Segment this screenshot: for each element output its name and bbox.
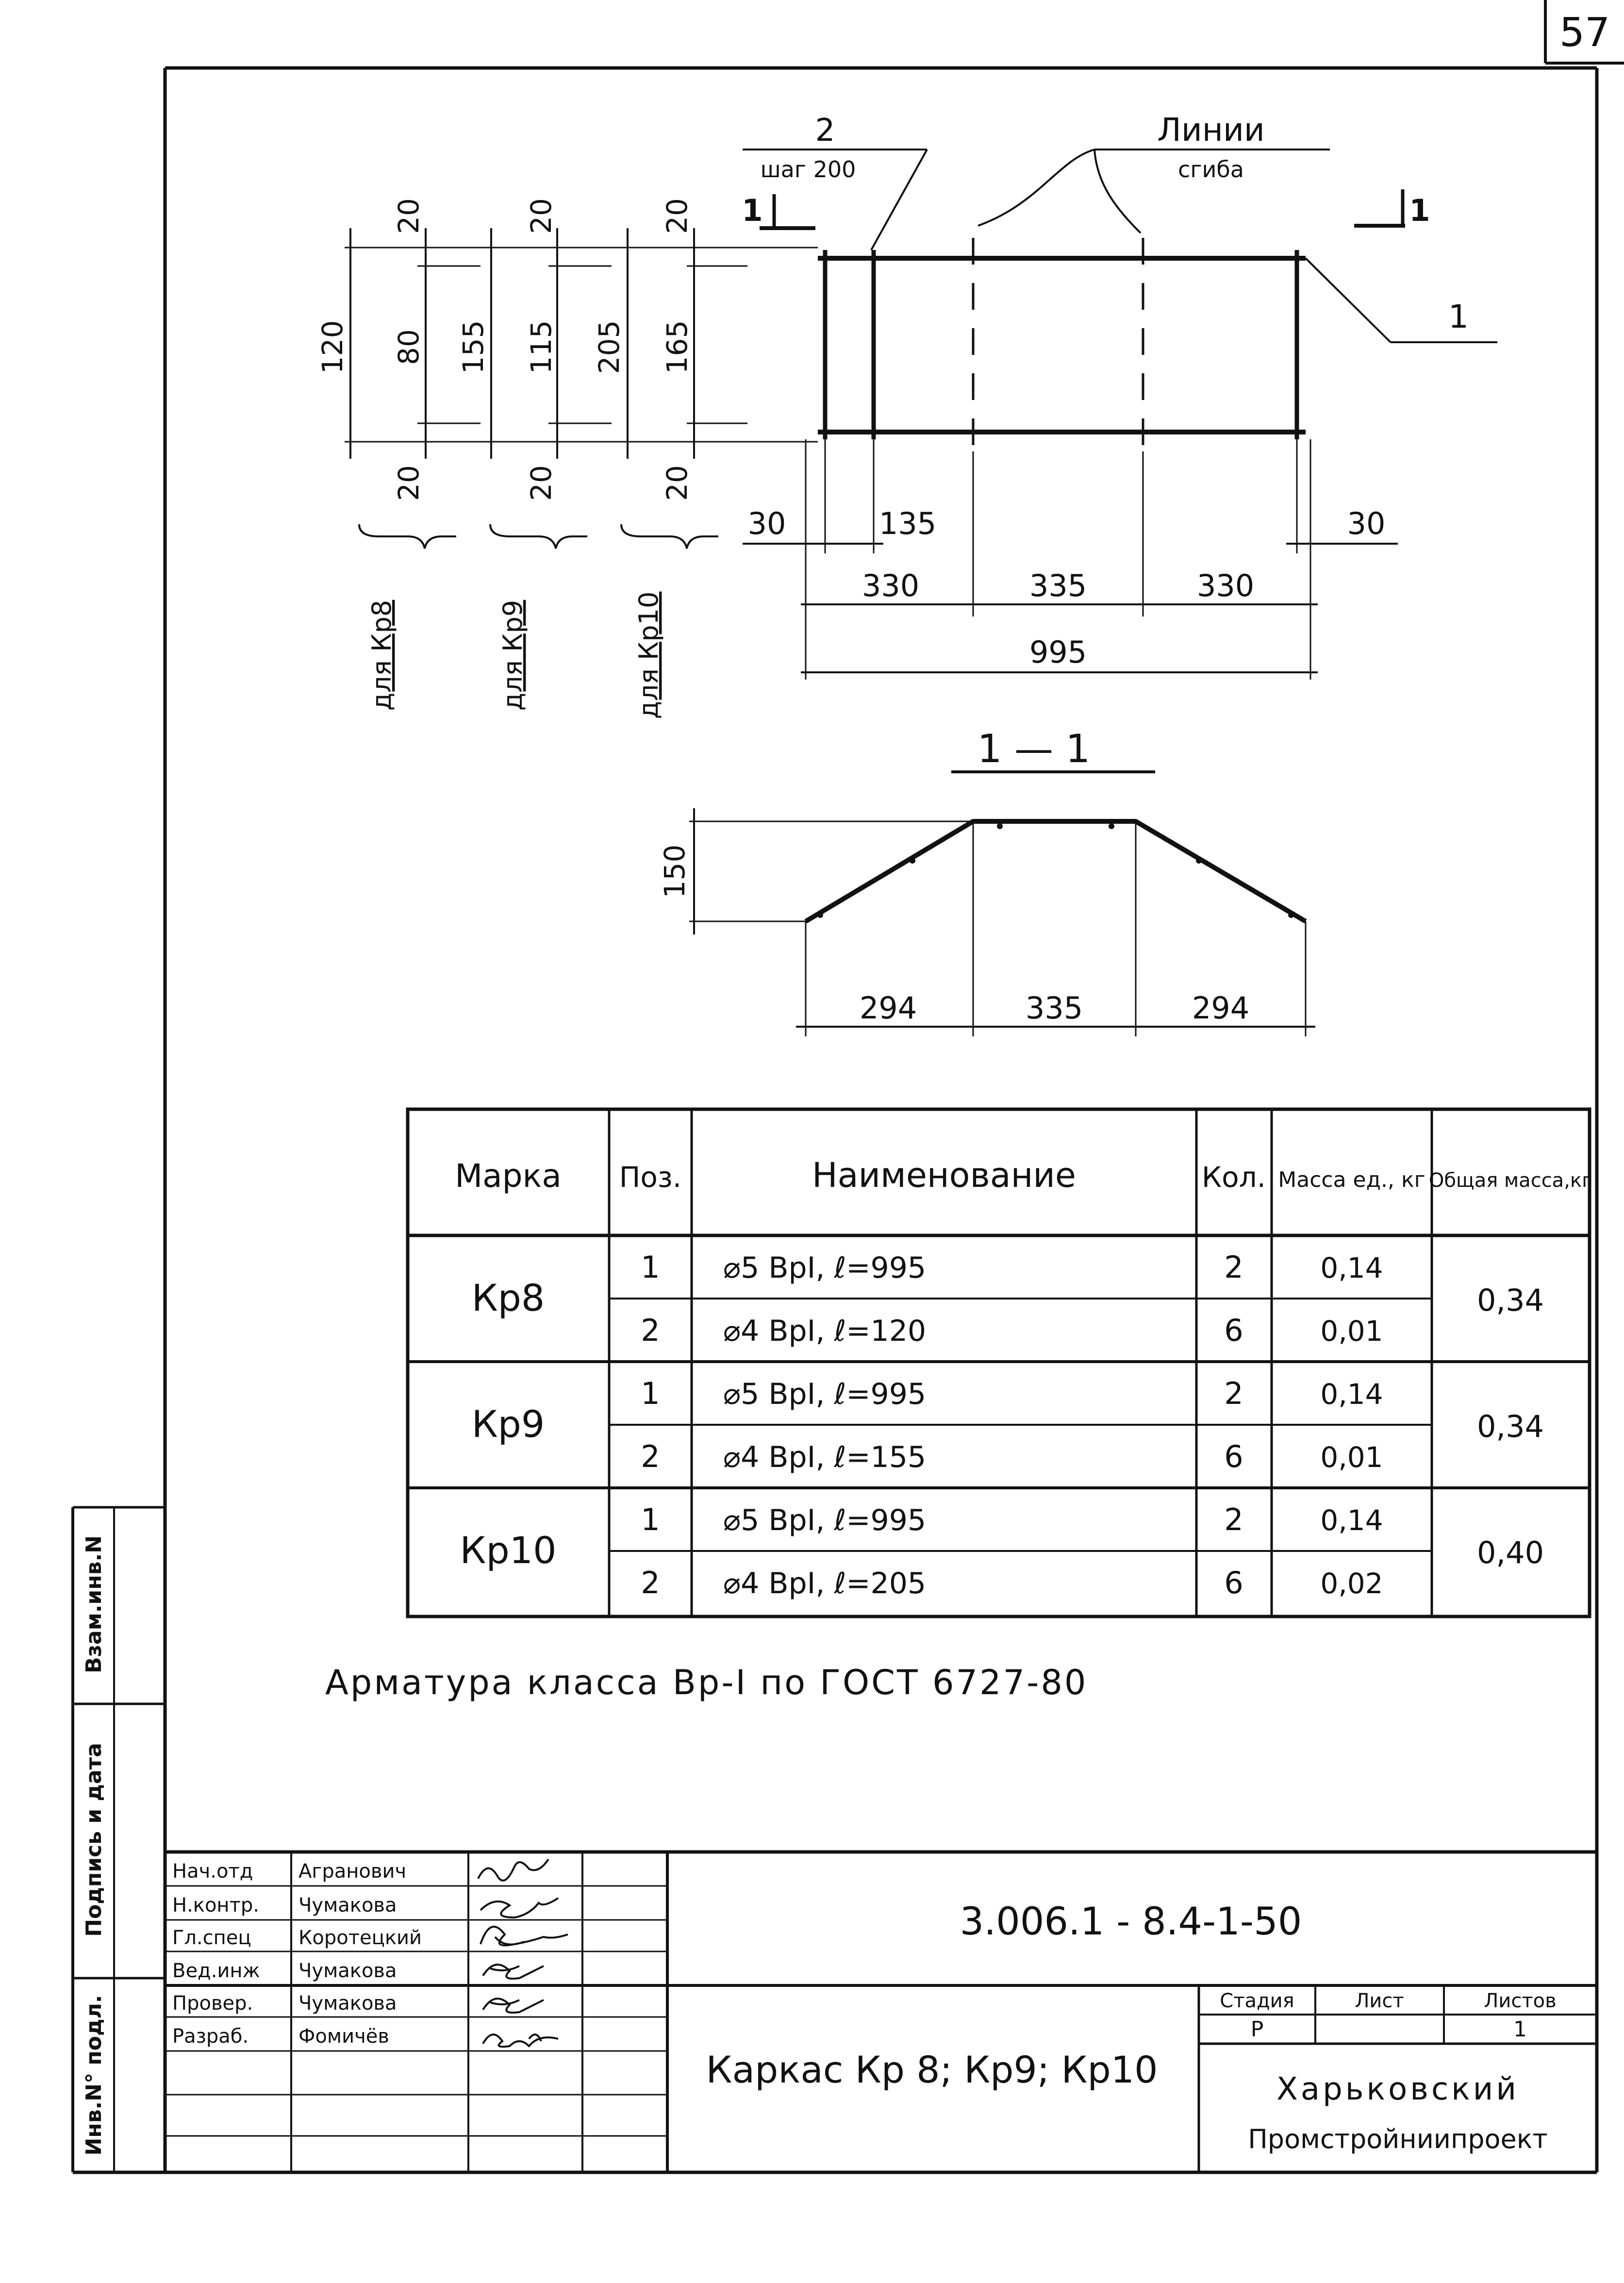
row-qty: 2	[1224, 1502, 1243, 1537]
tb-person: Чумакова	[298, 1894, 397, 1916]
note-kr10: для Кр10	[633, 591, 664, 719]
tb-role: Вед.инж	[172, 1960, 260, 1982]
tb-person: Агранович	[298, 1860, 407, 1883]
header-mark: Марка	[455, 1157, 562, 1195]
svg-text:1: 1	[1409, 193, 1430, 228]
row-name: ⌀4 ВрI, ℓ=155	[723, 1440, 927, 1474]
row-qty: 6	[1224, 1565, 1243, 1600]
row-name: ⌀4 ВрI, ℓ=120	[723, 1314, 927, 1348]
group-mark: Кр10	[460, 1529, 557, 1572]
dim-step: 135	[878, 506, 937, 541]
group-total-mass: 0,34	[1476, 1283, 1544, 1318]
row-mass: 0,01	[1320, 1441, 1383, 1474]
row-qty: 2	[1224, 1250, 1243, 1285]
sheet-header: Лист	[1355, 1990, 1404, 2012]
dim-kr9-overall: 155	[457, 320, 490, 374]
side-label-podpis: Подпись и дата	[82, 1743, 106, 1937]
svg-text:1: 1	[742, 193, 763, 228]
row-qty: 6	[1224, 1313, 1243, 1348]
dim-kr10-top: 20	[661, 198, 694, 234]
section-seg1: 294	[859, 990, 917, 1026]
row-mass: 0,14	[1320, 1251, 1383, 1284]
tb-role: Гл.спец	[172, 1927, 251, 1949]
section-mark-left	[742, 193, 815, 228]
header-unit-mass: Масса ед., кг	[1278, 1167, 1425, 1192]
row-mass: 0,14	[1320, 1378, 1383, 1411]
section-seg3: 294	[1192, 990, 1250, 1026]
organization-line1: Харьковский	[1276, 2071, 1519, 2107]
sheets-header: Листов	[1484, 1990, 1557, 2012]
tb-role: Нач.отд	[172, 1860, 253, 1883]
callout-pos2: 2	[815, 113, 835, 149]
side-label-vzam: Взам.инв.N	[82, 1535, 106, 1674]
dim-total: 995	[1029, 634, 1087, 670]
section-seg2: 335	[1025, 990, 1083, 1026]
dim-edge-right: 30	[1347, 506, 1386, 541]
row-pos: 2	[641, 1565, 660, 1600]
callout-pos1: 1	[1448, 298, 1469, 335]
dim-kr10-overall: 205	[593, 320, 626, 374]
reinforcement-note: Арматура класса Вр-I по ГОСТ 6727-80	[325, 1663, 1088, 1702]
row-pos: 2	[641, 1439, 660, 1474]
group-total-mass: 0,40	[1476, 1535, 1544, 1570]
plan-view	[316, 111, 1497, 719]
tb-person: Фомичёв	[298, 2025, 389, 2048]
dim-kr10-mid: 165	[661, 320, 694, 374]
dim-kr8-bottom: 20	[392, 465, 425, 501]
row-mass: 0,01	[1320, 1315, 1383, 1348]
sheet-frame	[73, 0, 1624, 2172]
group-mark: Кр8	[471, 1276, 545, 1319]
row-pos: 1	[641, 1250, 660, 1285]
section-title: 1 — 1	[977, 726, 1091, 771]
group-mark: Кр9	[471, 1402, 545, 1446]
dim-kr9-mid: 115	[525, 320, 558, 374]
dim-seg2: 335	[1029, 568, 1087, 603]
tb-person: Чумакова	[298, 1992, 397, 2015]
dim-seg3: 330	[1196, 568, 1255, 603]
dim-kr8-top: 20	[392, 198, 425, 234]
sheets-value: 1	[1513, 2017, 1527, 2042]
tb-person: Коротецкий	[298, 1927, 422, 1949]
section-mark-right	[1354, 189, 1430, 228]
header-pos: Поз.	[619, 1161, 682, 1194]
section-view	[658, 726, 1315, 1036]
row-name: ⌀5 ВрI, ℓ=995	[723, 1377, 927, 1411]
stage-value: Р	[1250, 2017, 1264, 2042]
tb-role: Н.контр.	[172, 1894, 259, 1916]
bend-lines-label: Линии	[1157, 111, 1265, 149]
dim-kr8-mid: 80	[392, 329, 425, 365]
dim-kr9-top: 20	[525, 198, 558, 234]
tb-role: Провер.	[172, 1992, 253, 2015]
row-mass: 0,14	[1320, 1504, 1383, 1537]
row-name: ⌀5 ВрI, ℓ=995	[723, 1251, 927, 1285]
tb-person: Чумакова	[298, 1960, 397, 1982]
row-pos: 1	[641, 1376, 660, 1411]
row-pos: 2	[641, 1313, 660, 1348]
header-total-mass: Общая масса,кг	[1428, 1169, 1592, 1192]
signatures	[478, 1859, 568, 2047]
tb-role: Разраб.	[172, 2025, 249, 2048]
document-code: 3.006.1 - 8.4-1-50	[960, 1900, 1302, 1944]
row-qty: 2	[1224, 1376, 1243, 1411]
header-qty: Кол.	[1201, 1161, 1266, 1194]
group-total-mass: 0,34	[1476, 1409, 1544, 1444]
row-mass: 0,02	[1320, 1567, 1383, 1600]
row-pos: 1	[641, 1502, 660, 1537]
document-title: Каркас Кр 8; Кр9; Кр10	[706, 2048, 1158, 2091]
dim-kr9-bottom: 20	[525, 465, 558, 501]
side-label-inv: Инв.N° подл.	[82, 1995, 106, 2156]
row-qty: 6	[1224, 1439, 1243, 1474]
dim-kr10-bottom: 20	[661, 465, 694, 501]
spec-table	[408, 1109, 1592, 1616]
dim-kr8-overall: 120	[316, 320, 349, 374]
section-height: 150	[658, 844, 691, 899]
sheet-number: 57	[1559, 10, 1610, 56]
bend-lines-label-2: сгиба	[1178, 156, 1244, 183]
title-block	[165, 1852, 1597, 2172]
stage-header: Стадия	[1220, 1990, 1294, 2012]
dim-seg1: 330	[862, 568, 920, 603]
dim-edge-left: 30	[747, 506, 786, 541]
organization-line2: Промстройниипроект	[1248, 2124, 1548, 2154]
header-name: Наименование	[812, 1155, 1076, 1195]
note-kr9: для Кр9	[497, 600, 528, 711]
row-name: ⌀4 ВрI, ℓ=205	[723, 1566, 927, 1600]
callout-step: шаг 200	[760, 156, 856, 183]
note-kr8: для Кр8	[366, 600, 397, 711]
row-name: ⌀5 ВрI, ℓ=995	[723, 1503, 927, 1537]
